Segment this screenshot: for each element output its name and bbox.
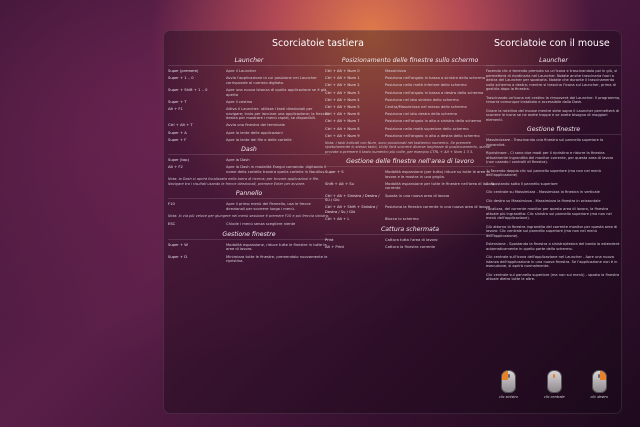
shortcut-description: Apre la lente delle applicazioni bbox=[226, 130, 283, 135]
mouse-diagram bbox=[591, 370, 609, 399]
shortcut-description: Posiziona nell'angolo in alto a sinistra dello schermo bbox=[385, 119, 482, 124]
section-heading-aree-lavoro: Gestione delle finestre nell'area di lavoro bbox=[325, 158, 495, 167]
shortcut-key: Ctrl + Alt + Num 3 bbox=[325, 90, 360, 95]
shortcut-key: Super + S bbox=[325, 170, 344, 175]
mouse-label: clic destro bbox=[590, 395, 609, 399]
mouse-tip-paragraph: Focalizza, del corrente monitor per questa area di lavoro, la finestra attuale più ingrandita: Clic sinistro sul pannello superiore (ma non nei menù dell'applicazione). bbox=[486, 207, 612, 220]
shortcut-row bbox=[168, 69, 330, 74]
shortcut-key: Super (tap) bbox=[168, 158, 189, 163]
shortcut-row bbox=[325, 194, 495, 203]
keyboard-shortcuts-title: Scorciatoie tastiera bbox=[272, 38, 364, 49]
mouse-diagram bbox=[544, 370, 565, 399]
shortcut-key: Ctrl + Alt + Shift + Sinistra / Destra / Su / Giù bbox=[325, 205, 378, 215]
shortcut-description: Attiva il Launcher: utilizza i tasti direzionali per navigare; invio per lanciare una applicazione; la freccia destra per mostrare i menù rapidi, se disponibili. bbox=[226, 106, 329, 121]
shortcut-key: Super + F bbox=[168, 137, 187, 142]
shortcut-description: Massimizza bbox=[385, 69, 407, 73]
shortcut-key: Super + W bbox=[168, 242, 188, 247]
section-heading-posizionamento: Posizionamento delle finestre sullo schermo bbox=[325, 57, 495, 66]
shortcut-description: Modalità espansione, riduce tutte le finestre in tutte le aree di lavoro. bbox=[226, 242, 327, 252]
shortcut-key: Ctrl + Alt + Num 0 bbox=[325, 69, 360, 73]
shortcut-row bbox=[325, 238, 495, 243]
mouse-tip-paragraph: Estensione - Spostando la finestra a sinistra/destra del bordo la estenderà automaticamente in quello parte dello schermo. bbox=[486, 242, 620, 251]
shortcut-description: Chiude i menù senza scegliere niente bbox=[226, 222, 296, 227]
shortcut-row bbox=[168, 255, 330, 264]
shortcut-description: Apre il Launcher bbox=[226, 69, 257, 73]
shortcut-description: Posiziona nella metà inferiore dello schermo bbox=[385, 83, 467, 88]
shortcut-row bbox=[325, 91, 495, 96]
shortcut-key: Super (premere) bbox=[168, 69, 199, 73]
shortcut-description: Apre la Dash in modalità Esegui comando: digitando il nome della cartella trovera quella cartella in Nautilus. bbox=[226, 165, 327, 175]
shortcut-description: Blocca lo schermo bbox=[385, 217, 419, 222]
shortcut-row bbox=[325, 170, 495, 179]
mouse-tip-paragraph: Giù attorno la finestra ingrandita del corrente monitor per questa area di lavoro: Clic centrale sul pannello superiore (ma non nei menù dell'applicazione). bbox=[486, 224, 618, 238]
shortcut-row bbox=[325, 205, 495, 214]
shortcut-row bbox=[325, 76, 495, 81]
shortcut-key: Ctrl + Alt + Num 4 bbox=[325, 97, 360, 102]
shortcut-description: Posiziona nell'angolo in basso a sinistra dello schermo bbox=[385, 76, 485, 81]
section-heading-mouse-finestre: Gestione finestre bbox=[486, 126, 621, 135]
shortcut-key: Alt + Print bbox=[325, 245, 344, 249]
shortcut-row bbox=[325, 134, 495, 139]
shortcut-description: Posiziona nella metà superiore dello schermo bbox=[385, 126, 469, 131]
mouse-tip-paragraph: Massimizzare - Trascinando una finestra sul pannello superiore la ingrandirà. bbox=[486, 138, 604, 147]
shortcut-description: Posiziona nel lato sinistro dello schermo bbox=[385, 97, 459, 102]
shortcut-key: Ctrl + Alt + Num 5 bbox=[325, 104, 360, 109]
mouse-tip-paragraph: 1. Facendo doppio clic sul pannello superiore (ma non nel menù dell'applicazione) bbox=[486, 168, 602, 177]
shortcut-row bbox=[325, 98, 495, 103]
shortcut-row bbox=[325, 127, 495, 132]
column-keyboard-left bbox=[168, 53, 330, 409]
shortcut-row bbox=[325, 245, 495, 250]
shortcut-key: Super + Shift + 1 .. 0 bbox=[168, 87, 208, 92]
mouse-tip-paragraph: Clic centrale su Massimizza - Massimizza la finestra in verticale bbox=[486, 190, 600, 194]
mouse-icon bbox=[501, 370, 516, 393]
mouse-icon bbox=[547, 370, 562, 393]
shortcut-description: Apre la Dash bbox=[226, 158, 250, 163]
shortcut-description: Modalità espansione (per tutto) riduce su tutte le aree di lavoro e le mostra in una griglia. bbox=[385, 170, 490, 179]
section-heading-mouse-launcher: Launcher bbox=[486, 57, 621, 66]
shortcut-row bbox=[325, 119, 495, 124]
shortcut-row bbox=[325, 112, 495, 117]
shortcut-key: Ctrl + Alt + Sinistra / Destra / Su / Giù bbox=[325, 193, 380, 203]
shortcut-key: Ctrl + Alt + Num 6 bbox=[325, 112, 360, 117]
section-heading-dash: Dash bbox=[168, 146, 330, 155]
shortcut-key: ESC bbox=[168, 222, 176, 227]
mouse-tip-paragraph: Clic centrale sull'icona dell'applicazione nel Launcher - Apre una nuova istanza dell'applicazione in una nuova finestra. Se l'applicazione non è in esecuzione, si aprirà normalmente. bbox=[486, 255, 618, 268]
shortcut-row bbox=[168, 165, 330, 174]
shortcut-row bbox=[168, 100, 330, 105]
shortcut-description: Cattura tutta l'area di lavoro bbox=[385, 237, 438, 242]
shortcut-description: Posiziona nell'angolo in basso a destra dello schermo bbox=[385, 90, 484, 95]
shortcut-row bbox=[325, 83, 495, 88]
shortcut-description: Apre la lente dei file e delle cartelle bbox=[226, 137, 292, 142]
shortcut-key: Super + 1 .. 0 bbox=[168, 76, 194, 81]
shortcut-key: Ctrl + Alt + Num 9 bbox=[325, 133, 360, 138]
shortcut-row bbox=[325, 105, 495, 110]
shortcut-key: Ctrl + Alt + Num 8 bbox=[325, 126, 360, 131]
mouse-label: clic sinistro bbox=[498, 395, 519, 399]
shortcut-description: Modalità espansione per tutte le finestre nell'area di lavoro corrente bbox=[385, 181, 495, 191]
posizionamento-note: Nota: i tasti indicati con Num, sono posizionati nel tastierino numerico. Se premete ripetutamente lo stesso tasto, Unity farà scorrere diverse larghezze di posizionamento, quindi provate a premere il tasto numerico più volte, per esempio CTRL + Alt + Num 1 3 3. bbox=[325, 140, 491, 154]
section-heading-cattura: Cattura schermata bbox=[325, 226, 495, 235]
column-keyboard-right bbox=[325, 53, 495, 409]
shortcut-key: Super + A bbox=[168, 130, 187, 135]
section-heading-launcher: Launcher bbox=[168, 57, 330, 66]
mouse-tip-paragraph: Facendo clic e tenendo premuto su un'icona e trascinandola poi in giù, si permetterà di riordinarla nel Launcher. Notate anche trascinarla fuori a destra del Launcher per spostarla. Notate che durante il trascinamento sullo schermo a destra; mentre si trascina l'icona sul Launcher, prima di gestirla dopo la finestra. bbox=[486, 69, 618, 91]
shortcut-description: Sposta in una nuova area di lavoro bbox=[385, 193, 450, 198]
mouse-tip-paragraph: Clic centrale sul pannello superiore (ma non sui menù) - sposta la finestra attuale dietro tutte le altre. bbox=[486, 272, 620, 281]
shortcut-row bbox=[168, 88, 330, 97]
shortcut-row bbox=[325, 182, 495, 191]
shortcut-key: Ctrl + Alt + L bbox=[325, 217, 350, 222]
shortcut-row bbox=[168, 107, 330, 121]
section-heading-gestione-finestre: Gestione finestre bbox=[168, 231, 330, 240]
mouse-tip-paragraph: Girare la rotellina del mouse mentre siete sopra il Launcher permetterà di scorrere le icone se ne avete troppe e se avete bisogno di maggiori elementi. bbox=[486, 108, 620, 122]
shortcut-key: Print bbox=[325, 237, 334, 242]
shortcut-row bbox=[168, 202, 330, 211]
shortcut-key: Super + D bbox=[168, 254, 188, 259]
shortcut-row bbox=[168, 243, 330, 252]
shortcut-row bbox=[168, 222, 330, 227]
mouse-label: clic centrale bbox=[543, 395, 565, 399]
mouse-tip-paragraph: Trascinando un'icona nel cestino la rimuoverà dal Launcher. Il programma, rimarrà comunque installato e accessibile dalla Dash. bbox=[486, 95, 621, 104]
shortcut-key: Ctrl + Alt + Num 7 bbox=[325, 119, 360, 124]
shortcut-key: Ctrl + Alt + T bbox=[168, 123, 193, 128]
shortcut-row bbox=[168, 158, 330, 163]
shortcut-row bbox=[168, 123, 330, 128]
shortcut-description: Avvia una finestra del terminale bbox=[226, 123, 285, 128]
shortcut-key: Alt + F1 bbox=[168, 106, 183, 111]
shortcut-description: Centra/Massimizza nel mezzo dello schermo bbox=[385, 104, 467, 109]
shortcut-row bbox=[325, 69, 495, 74]
shortcut-description: Posiziona nel lato destro dello schermo bbox=[385, 112, 458, 117]
mouse-diagrams bbox=[486, 370, 621, 399]
mouse-tip-paragraph: Ripristinare - Ci sono due modi per il ripristino e ridurre la finestra attualmente ingrandita del monitor corrente, per questa area di lavoro (non usando i controlli di finestra). bbox=[486, 151, 614, 164]
shortcuts-panel bbox=[163, 30, 622, 414]
mouse-diagram bbox=[499, 370, 518, 399]
shortcut-row bbox=[168, 138, 330, 143]
shortcut-key: Alt + F2 bbox=[168, 165, 183, 170]
shortcut-row bbox=[325, 217, 495, 222]
shortcut-key: Ctrl + Alt + Num 2 bbox=[325, 83, 360, 88]
shortcut-description: Minimizza tutte le finestre, premendolo nuovamente le ripristina. bbox=[226, 254, 328, 264]
shortcut-description: Posiziona nell'angolo in alto a destra dello schermo bbox=[385, 133, 480, 138]
section-heading-pannello: Pannello bbox=[168, 190, 330, 199]
shortcut-key: F10 bbox=[168, 202, 175, 207]
shortcut-description: Cattura la finestra corrente bbox=[385, 245, 436, 249]
shortcut-key: Shift + Alt + Su bbox=[325, 181, 354, 186]
mouse-shortcuts-title: Scorciatoie con il mouse bbox=[494, 38, 610, 49]
mouse-icon bbox=[592, 370, 607, 393]
pannello-note: Nota: lo via più veloce per giungere nel menù sessione è premere F10 e poi freccia sinistra. bbox=[168, 213, 329, 218]
mouse-tip-paragraph: Clic destro su Massimizza - Massimizza la finestra in orizzontale bbox=[486, 198, 601, 203]
shortcut-description: Apre una nuova istanza di quella applicazione se è già aperta bbox=[226, 87, 327, 97]
shortcut-description: Avvia l'applicazione la cui posizione nel Launcher corrisponde al numero digitato. bbox=[226, 76, 317, 85]
mouse-tip-paragraph: 2. Spostando sotto il pannello superiore bbox=[486, 181, 558, 186]
shortcut-description: Apre il cestino bbox=[226, 99, 253, 104]
dash-note: Nota: la Dash si aprirà focalizzata nella barra di ricerca; per trovare applicazioni e file. Navigare tra i risultati usando le frecce direzionali, premere Enter per avviare. bbox=[168, 177, 320, 186]
shortcut-description: Apre il primo menù del Pannello, usa le frecce direzionali per scorrere lungo i menù. bbox=[226, 202, 311, 211]
shortcut-row bbox=[168, 76, 330, 85]
column-mouse bbox=[486, 53, 621, 409]
shortcut-key: Super + T bbox=[168, 99, 187, 104]
shortcut-key: Ctrl + Alt + Num 1 bbox=[325, 76, 360, 81]
shortcut-row bbox=[168, 131, 330, 136]
shortcut-description: Posiziona la finestra corrente in una nuova area di lavoro bbox=[385, 205, 491, 210]
